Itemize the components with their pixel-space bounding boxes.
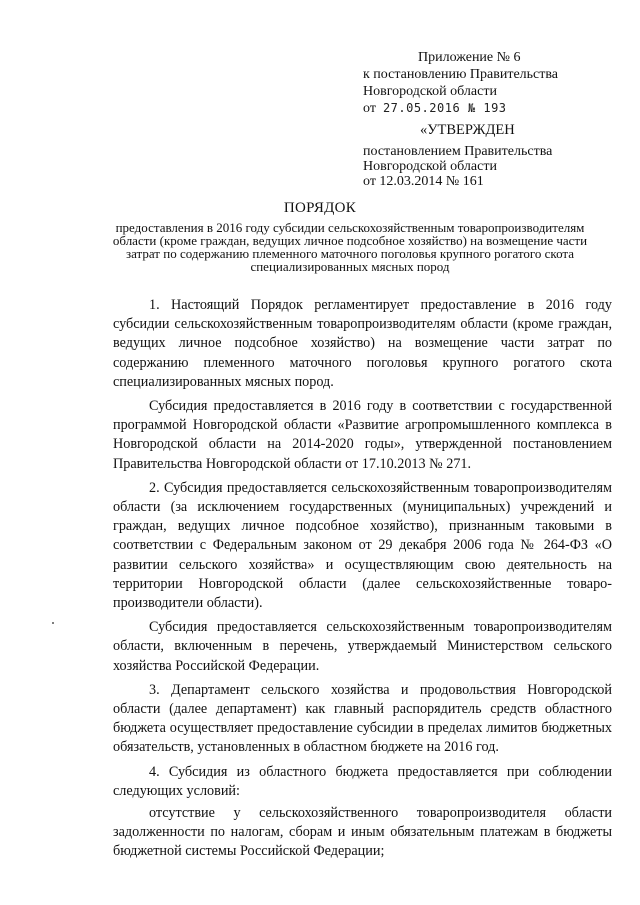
appendix-date-stamp: 27.05.2016 № 193 xyxy=(382,101,507,115)
paragraph-5: 3. Департамент сельского хозяйства и продовольствия Новгородской области (далее департамент) как главный распорядитель средств областного бюджета осуществляет предоставление субсидии в пределах лимитов бюджетных обязательств, установленных в областном бюджете на 2016 год. xyxy=(113,681,612,756)
paragraph-4: Субсидия предоставляется сельскохозяйственным товаропроизводителям области, включенным в перечень, утверждаемый Министерством сельского хозяйства Российской Федерации. xyxy=(113,619,612,674)
appendix-date-line xyxy=(363,100,558,117)
appendix-line-2: Новгородской области xyxy=(363,84,497,99)
scan-speck xyxy=(52,622,54,624)
approved-line-3: от 12.03.2014 № 161 xyxy=(363,174,484,189)
appendix-date-prefix: от xyxy=(363,101,376,116)
appendix-line-1: к постановлению Правительства xyxy=(363,67,559,82)
appendix-block xyxy=(363,49,558,117)
approved-heading: «УТВЕРЖДЕН xyxy=(420,122,515,138)
paragraph-7: отсутствие у сельскохозяйственного товаропроизводителя области задолженности по налогам, сборам и иным обязательным платежам в бюджеты бюджетной системы Российской Федерации; xyxy=(113,805,612,860)
document-body xyxy=(113,296,612,867)
approved-line-1: постановлением Правительства xyxy=(363,144,553,159)
document-subtitle: предоставления в 2016 году субсидии сельскохозяйственным товаропроизводителям области (кроме граждан, ведущих личное подсобное хозяйство) на возмещение части затрат по содержанию племенного маточного поголовья крупного рогатого скота специализированных мясных пород xyxy=(112,220,588,274)
approved-block xyxy=(363,123,552,189)
approved-line-2: Новгородской области xyxy=(363,159,497,174)
document-title: ПОРЯДОК xyxy=(283,200,357,216)
paragraph-3: 2. Субсидия предоставляется сельскохозяйственным товаропроизводителям области (за исключением государственных (муниципальных) учреждений и граждан, ведущих личное подсобное хозяйство), признанным таковыми в соответствии с Федеральным законом от 29 декабря 2006 года № 264-ФЗ «О развитии сельского хозяйства» и осуществляющим свою деятельность на территории Новгородской области (далее сельскохозяйственные товаро-производители области). xyxy=(113,479,612,612)
paragraph-6: 4. Субсидия из областного бюджета предоставляется при соблюдении следующих условий: xyxy=(113,763,612,799)
appendix-title: Приложение № 6 xyxy=(418,50,521,65)
paragraph-2: Субсидия предоставляется в 2016 году в соответствии с государственной программой Новгородской области «Развитие агропромышленного комплекса в Новгородской области на 2014-2020 годы», утвержденной постановлением Правительства Новгородской области от 17.10.2013 № 271. xyxy=(113,398,612,472)
paragraph-1: 1. Настоящий Порядок регламентирует предоставление в 2016 году субсидии сельскохозяйственным товаропроизводителям области (кроме граждан, ведущих личное подсобное хозяйство) на возмещение части затрат по содержанию племенного маточного поголовья крупного рогатого скота специализированных мясных пород. xyxy=(113,297,612,390)
